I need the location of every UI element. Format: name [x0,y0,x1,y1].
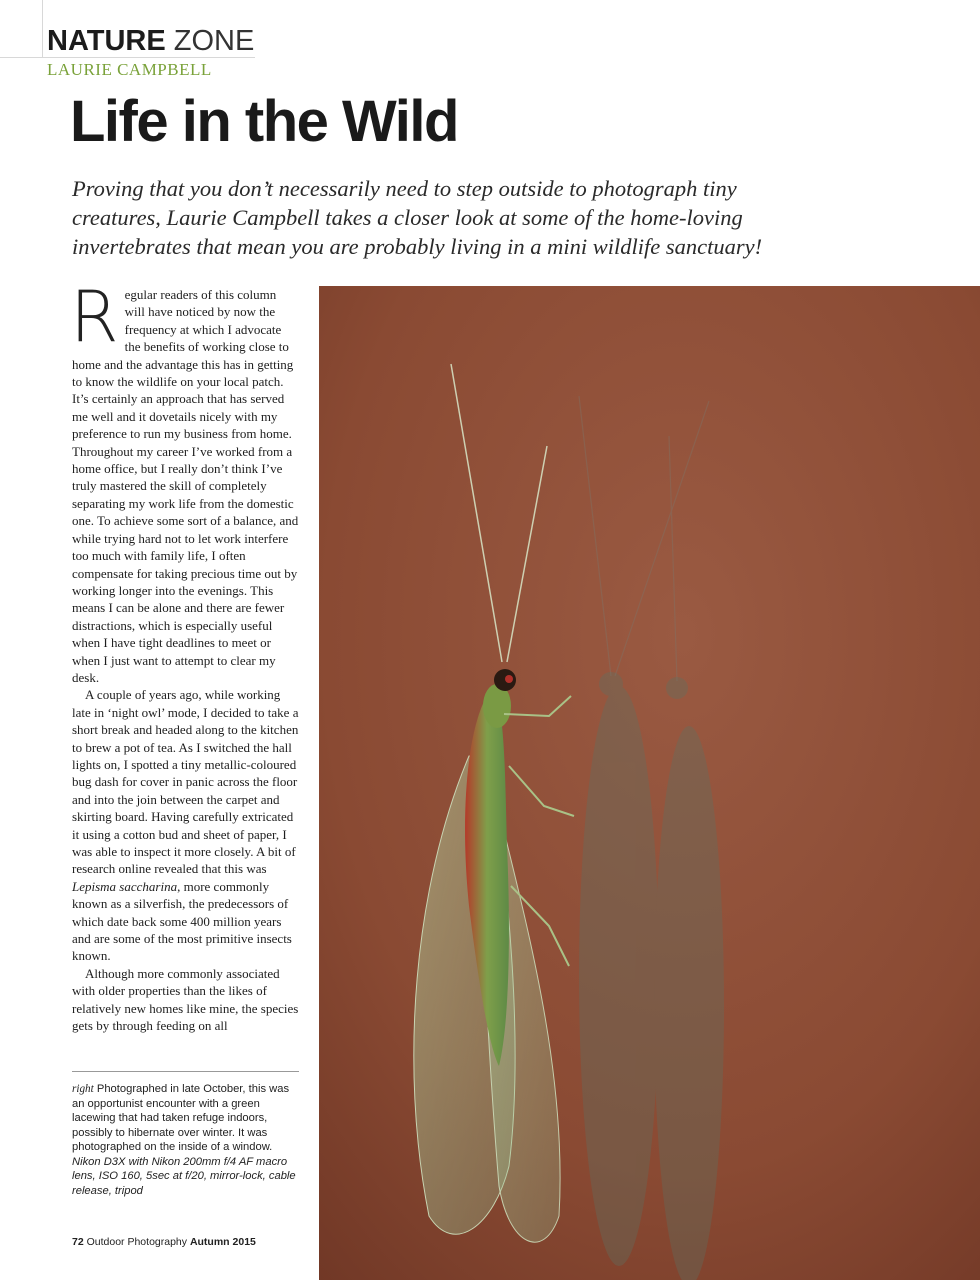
caption-tech-details: Nikon D3X with Nikon 200mm f/4 AF macro lens, ISO 160, 5sec at f/20, mirror-lock, cable release, tripod [72,1155,296,1197]
photo-caption [72,1082,302,1198]
body-paragraph-1-text: egular readers of this column will have noticed by now the frequency at which I advocate the benefits of working close to home and the advantage this has in getting to know the wildlife on your local patch. It’s certainly an approach that has served me well and it dovetails nicely with my preference to run my business from home. Throughout my career I’ve worked from a home office, but I really don’t think I’ve truly mastered the skill of completely separating my work life from the domestic one. To achieve some sort of a balance, and while trying hard not to let work interfere too much with family life, I often compensate for taking precious time out by working longer into the evenings. This means I can be alone and there are fewer distractions, which is especially useful when I have tight deadlines to meet or when I just want to attempt to clear my desk. [72,287,299,685]
headline: Life in the Wild [70,89,458,154]
standfirst: Proving that you don’t necessarily need to step outside to photograph tiny creatures, Laurie Campbell takes a closer look at some of the home-loving invertebrates that mean you are probably living in a mini wildlife sanctuary! [72,176,763,259]
caption-text: Photographed in late October, this was an opportunist encounter with a green lacewing that had taken refuge indoors, possibly to hibernate over winter. It was photographed on the inside of a window. [72,1083,290,1153]
body-paragraph-2-text-a: A couple of years ago, while working late in ‘night owl’ mode, I decided to take a short break and headed along to the kitchen to brew a pot of tea. As I switched the hall lights on, I spotted a tiny metallic-coloured bug dash for cover in panic across the floor and into the join between the carpet and skirting board. Having carefully extricated it using a cotton bud and sheet of paper, I was able to inspect it more closely. A bit of research online revealed that this was [72,687,299,877]
header-rule-vertical [42,0,43,57]
section-tag [47,24,254,58]
body-paragraph-3: Although more commonly associated with older properties than the likes of relatively new homes like mine, the species gets by through feeding on all [72,965,299,1034]
caption-rule [72,1071,299,1072]
drop-cap: R [70,276,119,358]
body-paragraph-2-text-b: , more commonly known as a silverfish, the predecessors of which date back some 400 million years and are some of the most primitive insects known. [72,878,292,964]
section-tag-light: ZONE [173,25,255,57]
issue-label: Autumn 2015 [189,1236,256,1248]
body-column [70,276,299,1034]
body-paragraph-1 [70,276,299,686]
species-name: Lepisma saccharina [72,878,178,894]
lacewing-photo-illustration [319,286,980,1280]
page-footer [72,1236,256,1248]
caption-lead: right [72,1083,94,1095]
magazine-name: Outdoor Photography [86,1236,188,1248]
section-tag-bold: NATURE [47,25,166,57]
page-number: 72 [72,1236,84,1248]
author-tag: LAURIE CAMPBELL [47,60,212,79]
body-paragraph-2 [72,686,299,965]
lacewing-photo [319,286,980,1280]
